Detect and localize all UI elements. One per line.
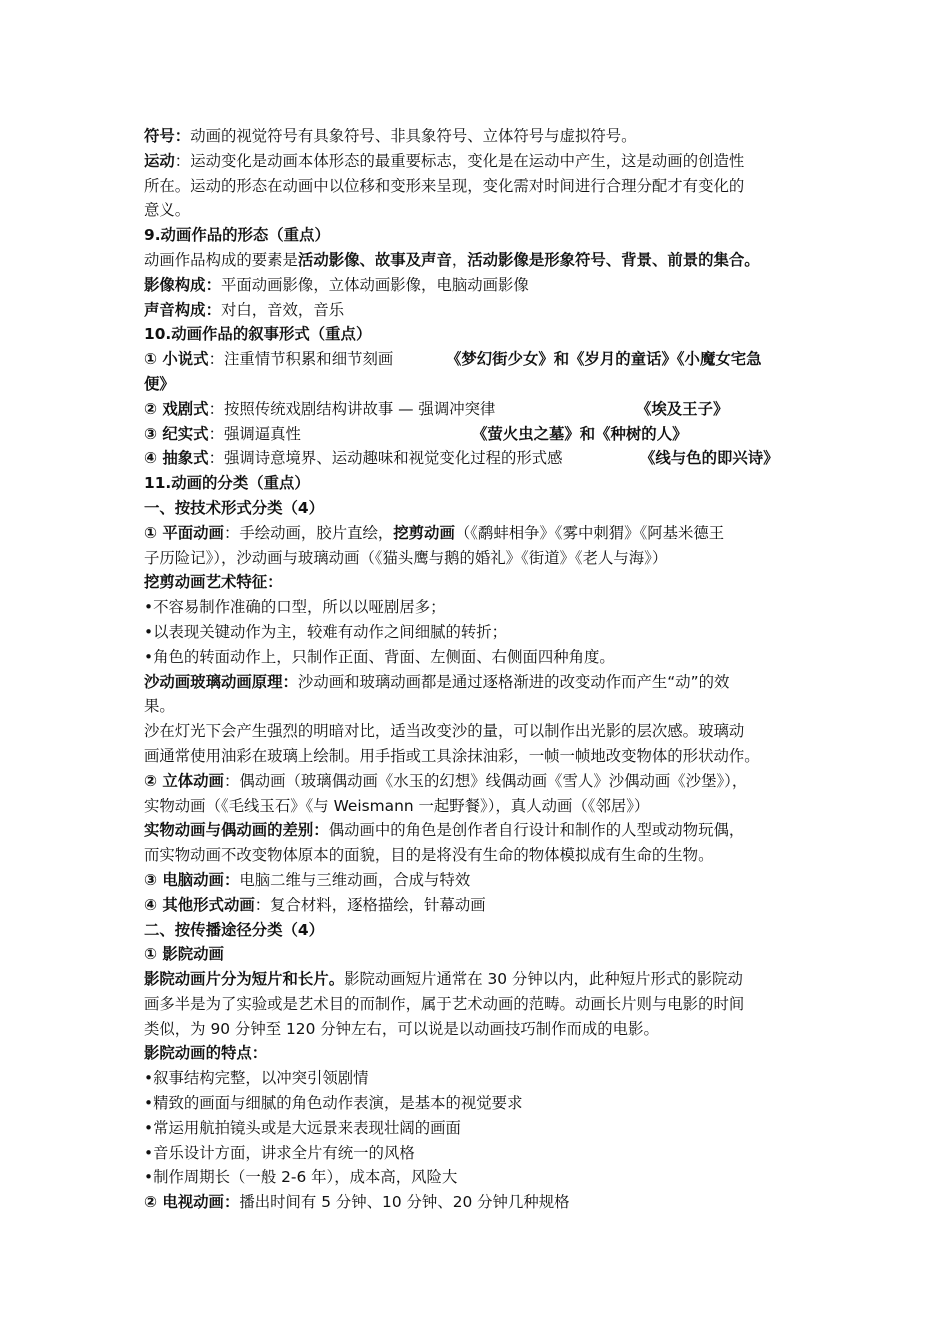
- para-sand-glass-1: 沙动画玻璃动画原理：沙动画和玻璃动画都是通过逐格渐进的改变动作而产生“动”的效: [144, 672, 730, 691]
- narrative-jishi: ③ 纪实式：强调逼真性 《萤火虫之墓》和《种树的人》: [144, 424, 688, 443]
- section-heading-11: 11.动画的分类（重点）: [144, 474, 310, 493]
- subheading-technique: 一、按技术形式分类（4）: [144, 498, 325, 517]
- cutout-features-title: 挖剪动画艺术特征：: [144, 573, 283, 592]
- term-label: 运动: [144, 151, 175, 170]
- term-label: 影像构成：: [144, 275, 221, 294]
- para-sand-glass-4: 画通常使用油彩在玻璃上绘制。用手指或工具涂抹油彩，一帧一帧地改变物体的形状动作。: [144, 746, 760, 765]
- para-yundong-3: 意义。: [144, 201, 191, 220]
- bullet-item: •不容易制作准确的口型，所以以哑剧居多；: [144, 598, 446, 617]
- para-yaosu: 动画作品构成的要素是活动影像、故事及声音，活动影像是形象符号、背景、前景的集合。: [144, 250, 760, 269]
- bullet-item: •叙事结构完整，以冲突引领剧情: [144, 1069, 369, 1088]
- para-diff-2: 而实物动画不改变物体原本的面貌，目的是将没有生命的物体模拟成有生命的生物。: [144, 846, 714, 865]
- para-liti-1: ② 立体动画：偶动画（玻璃偶动画《水玉的幻想》线偶动画《雪人》沙偶动画《沙堡》），: [144, 771, 748, 790]
- para-qita: ④ 其他形式动画：复合材料，逐格描绘，针幕动画: [144, 895, 486, 914]
- para-cinema-1: 影院动画片分为短片和长片。影院动画短片通常在 30 分钟以内，此种短片形式的影院动: [144, 970, 743, 989]
- document-body: [144, 124, 824, 1215]
- bullet-item: •常运用航拍镜头或是大远景来表现壮阔的画面: [144, 1118, 461, 1137]
- subheading-cinema: ① 影院动画: [144, 945, 224, 964]
- term-label: 声音构成：: [144, 300, 221, 319]
- narrative-chouxiang: ④ 抽象式：强调诗意境界、运动趣味和视觉变化过程的形式感 《线与色的即兴诗》: [144, 449, 779, 468]
- section-heading-10: 10.动画作品的叙事形式（重点）: [144, 325, 372, 344]
- para-cinema-3: 类似，为 90 分钟至 120 分钟左右，可以说是以动画技巧制作而成的电影。: [144, 1019, 659, 1038]
- para-liti-2: 实物动画（《毛线玉石》《与 Weismann 一起野餐》），真人动画（《邻居》）: [144, 796, 650, 815]
- para-pingmian-2: 子历险记》），沙动画与玻璃动画（《猫头鹰与鹅的婚礼》《街道》《老人与海》）: [144, 548, 668, 567]
- narrative-xiju: ② 戏剧式：按照传统戏剧结构讲故事 — 强调冲突律 《埃及王子》: [144, 399, 729, 418]
- term-label: 符号：: [144, 127, 191, 145]
- para-tv: ② 电视动画：播出时间有 5 分钟、10 分钟、20 分钟几种规格: [144, 1193, 570, 1212]
- para-yingxiang: 影像构成：平面动画影像，立体动画影像，电脑动画影像: [144, 275, 529, 294]
- para-diannao: ③ 电脑动画：电脑二维与三维动画，合成与特效: [144, 870, 471, 889]
- narrative-xiaoshuo: ① 小说式：注重情节积累和细节刻画 《梦幻街少女》和《岁月的童话》《小魔女宅急: [144, 350, 762, 369]
- para-fuhao: 符号：动画的视觉符号有具象符号、非具象符号、立体符号与虚拟符号。: [144, 127, 637, 145]
- narrative-xiaoshuo-cont: 便》: [144, 374, 175, 393]
- para-shengyin: 声音构成：对白，音效，音乐: [144, 300, 345, 319]
- bullet-item: •以表现关键动作为主，较难有动作之间细腻的转折；: [144, 622, 508, 641]
- para-sand-glass-3: 沙在灯光下会产生强烈的明暗对比，适当改变沙的量，可以制作出光影的层次感。玻璃动: [144, 722, 745, 741]
- para-sand-glass-2: 果。: [144, 697, 175, 716]
- para-pingmian-1: ① 平面动画：手绘动画，胶片直绘，挖剪动画（《鹬蚌相争》《雾中刺猬》《阿基米德王: [144, 523, 725, 542]
- cinema-features-title: 影院动画的特点：: [144, 1044, 268, 1063]
- para-yundong-2: 所在。运动的形态在动画中以位移和变形来呈现，变化需对时间进行合理分配才有变化的: [144, 176, 745, 195]
- bullet-item: •角色的转面动作上，只制作正面、背面、左侧面、右侧面四种角度。: [144, 647, 615, 666]
- para-yundong-1: 运动：运动变化是动画本体形态的最重要标志，变化是在运动中产生，这是动画的创造性: [144, 151, 745, 170]
- bullet-item: •音乐设计方面，讲求全片有统一的风格: [144, 1143, 415, 1162]
- bullet-item: •精致的画面与细腻的角色动作表演，是基本的视觉要求: [144, 1094, 523, 1113]
- subheading-channel: 二、按传播途径分类（4）: [144, 920, 325, 939]
- section-heading-9: 9.动画作品的形态（重点）: [144, 226, 330, 245]
- para-diff-1: 实物动画与偶动画的差别：偶动画中的角色是创作者自行设计和制作的人型或动物玩偶，: [144, 821, 745, 840]
- para-cinema-2: 画多半是为了实验或是艺术目的而制作，属于艺术动画的范畴。动画长片则与电影的时间: [144, 994, 745, 1013]
- bullet-item: •制作周期长（一般 2-6 年），成本高，风险大: [144, 1168, 458, 1187]
